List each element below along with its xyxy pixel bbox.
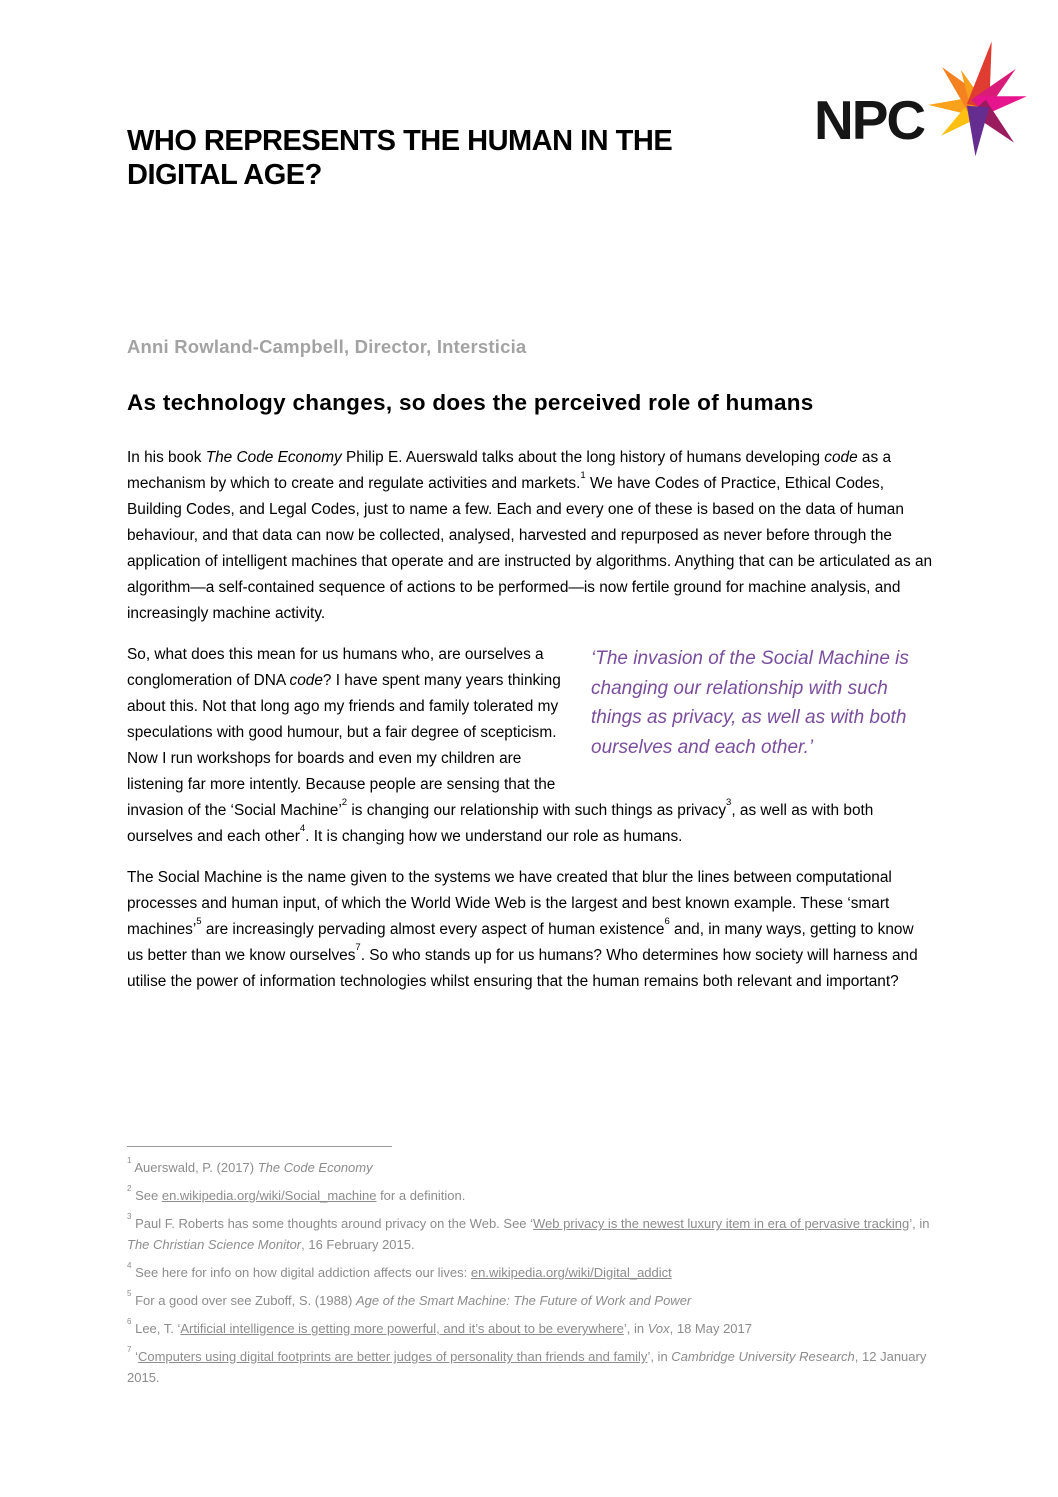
superscript-ref: 5: [196, 915, 202, 927]
text-run: as a mechanism by which to create and regulate activities and markets.: [127, 449, 892, 492]
body-paragraph-2: [127, 642, 933, 850]
text-run: Paul F. Roberts has some thoughts around privacy on the Web. See ‘: [131, 1216, 534, 1231]
text-run: The Social Machine is the name given to the systems we have created that blur the lines between computational processes and human input, of which the World Wide Web is the largest and best known example. These ‘smart machines’: [127, 869, 892, 938]
page-title-line-1: WHO REPRESENTS THE HUMAN IN THE: [127, 125, 673, 157]
article-body: [127, 445, 933, 1010]
text-run: , 12 January 2015.: [127, 1349, 927, 1385]
text-run: ’, in: [647, 1349, 672, 1364]
text-run: ’, in: [909, 1216, 930, 1231]
text-run: , 16 February 2015.: [301, 1237, 415, 1252]
footnotes-list: [127, 1157, 933, 1388]
footnote-link[interactable]: en.wikipedia.org/wiki/Digital_addict: [470, 1265, 672, 1280]
text-run: Philip E. Auerswald talks about the long history of humans developing: [341, 449, 825, 466]
footnote-link[interactable]: Web privacy is the newest luxury item in era of pervasive tracking: [533, 1216, 910, 1231]
text-run: . It is changing how we understand our role as humans.: [305, 828, 683, 845]
footnotes-section: [127, 1146, 933, 1395]
footnote-item: [127, 1262, 933, 1283]
text-run: In his book: [127, 449, 206, 466]
footnote-item: [127, 1157, 933, 1178]
italic-text: code: [289, 672, 323, 689]
superscript-ref: 2: [127, 1184, 132, 1194]
superscript-ref: 1: [127, 1156, 132, 1166]
text-run: for a definition.: [376, 1188, 466, 1203]
italic-text: Vox: [647, 1321, 670, 1336]
italic-text: code: [824, 449, 858, 466]
text-run: Lee, T. ‘: [131, 1321, 181, 1336]
author-byline: Anni Rowland-Campbell, Director, Intersticia: [127, 336, 527, 357]
text-run: See: [131, 1188, 162, 1203]
italic-text: The Christian Science Monitor: [127, 1237, 302, 1252]
text-run: So, what does this mean for us humans who, are ourselves a conglomeration of DNA: [127, 646, 544, 689]
superscript-ref: 2: [341, 796, 348, 808]
superscript-ref: 1: [580, 469, 586, 481]
star-ray: [967, 106, 989, 157]
footnote-item: [127, 1185, 933, 1206]
footnote-separator: [127, 1146, 392, 1147]
footnote-link[interactable]: Artificial intelligence is getting more powerful, and it’s about to be everywhere: [180, 1321, 624, 1336]
section-heading: As technology changes, so does the perceived role of humans: [127, 390, 814, 415]
text-run: is changing our relationship with such things as privacy: [347, 802, 727, 819]
body-paragraph-1: [127, 445, 933, 627]
superscript-ref: 7: [355, 941, 361, 953]
footnote-item: [127, 1290, 933, 1311]
text-run: and, in many ways, getting to know us better than we know ourselves: [127, 921, 914, 964]
pull-quote: ‘The invasion of the Social Machine is changing our relationship with such things as privacy, as well as with both ourselves and each other.’: [591, 648, 909, 758]
footnote-item: [127, 1318, 933, 1339]
footnote-link[interactable]: en.wikipedia.org/wiki/Social_machine: [161, 1188, 377, 1203]
superscript-ref: 7: [127, 1345, 132, 1355]
page-title: [127, 124, 672, 192]
superscript-ref: 5: [127, 1289, 132, 1299]
body-paragraph-3: [127, 865, 933, 995]
italic-text: The Code Economy: [257, 1160, 373, 1175]
footnote-link[interactable]: Computers using digital footprints are better judges of personality than friends and family: [137, 1349, 648, 1364]
italic-text: Cambridge University Research: [671, 1349, 855, 1364]
superscript-ref: 3: [127, 1212, 132, 1222]
text-run: For a good over see Zuboff, S. (1988): [131, 1293, 356, 1308]
text-run: . So who stands up for us humans? Who determines how society will harness and utilise the power of information technologies whilst ensuring that the human remains both relevant and important?: [127, 947, 918, 990]
superscript-ref: 4: [127, 1261, 132, 1271]
text-run: , 18 May 2017: [669, 1321, 752, 1336]
text-run: ? I have spent many years thinking about this. Not that long ago my friends and family tolerated my speculations with good humour, but a fair degree of scepticism. Now I run workshops for boards and even my children are listening far more intently. Because people are sensing that the invasion of the ‘Social Machine’: [127, 672, 561, 819]
text-run: are increasingly pervading almost every aspect of human existence: [201, 921, 665, 938]
text-run: We have Codes of Practice, Ethical Codes, Building Codes, and Legal Codes, just to name a few. Each and every one of these is based on the data of human behaviour, and that data can now be collected, analysed, harvested and repurposed as never before through the application of intelligent machines that operate and are instructed by algorithms. Anything that can be articulated as an algorithm—a self-contained sequence of actions to be performed—is now fertile ground for machine analysis, and increasingly machine activity.: [127, 475, 933, 622]
page-title-line-2: DIGITAL AGE?: [127, 159, 322, 191]
italic-text: Age of the Smart Machine: The Future of Work and Power: [355, 1293, 692, 1308]
superscript-ref: 6: [127, 1317, 132, 1327]
superscript-ref: 3: [726, 796, 732, 808]
superscript-ref: 6: [664, 915, 670, 927]
text-run: Auerswald, P. (2017): [131, 1160, 258, 1175]
italic-text: The Code Economy: [205, 449, 342, 466]
text-run: See here for info on how digital addiction affects our lives:: [131, 1265, 471, 1280]
npc-star-icon: [918, 38, 1038, 158]
footnote-item: [127, 1213, 933, 1255]
text-run: , as well as with both ourselves and each other: [127, 802, 874, 845]
npc-logo-text: NPC: [814, 89, 925, 151]
footnote-item: [127, 1346, 933, 1388]
superscript-ref: 4: [299, 822, 306, 834]
text-run: ‘: [131, 1349, 138, 1364]
text-run: ’, in: [623, 1321, 648, 1336]
